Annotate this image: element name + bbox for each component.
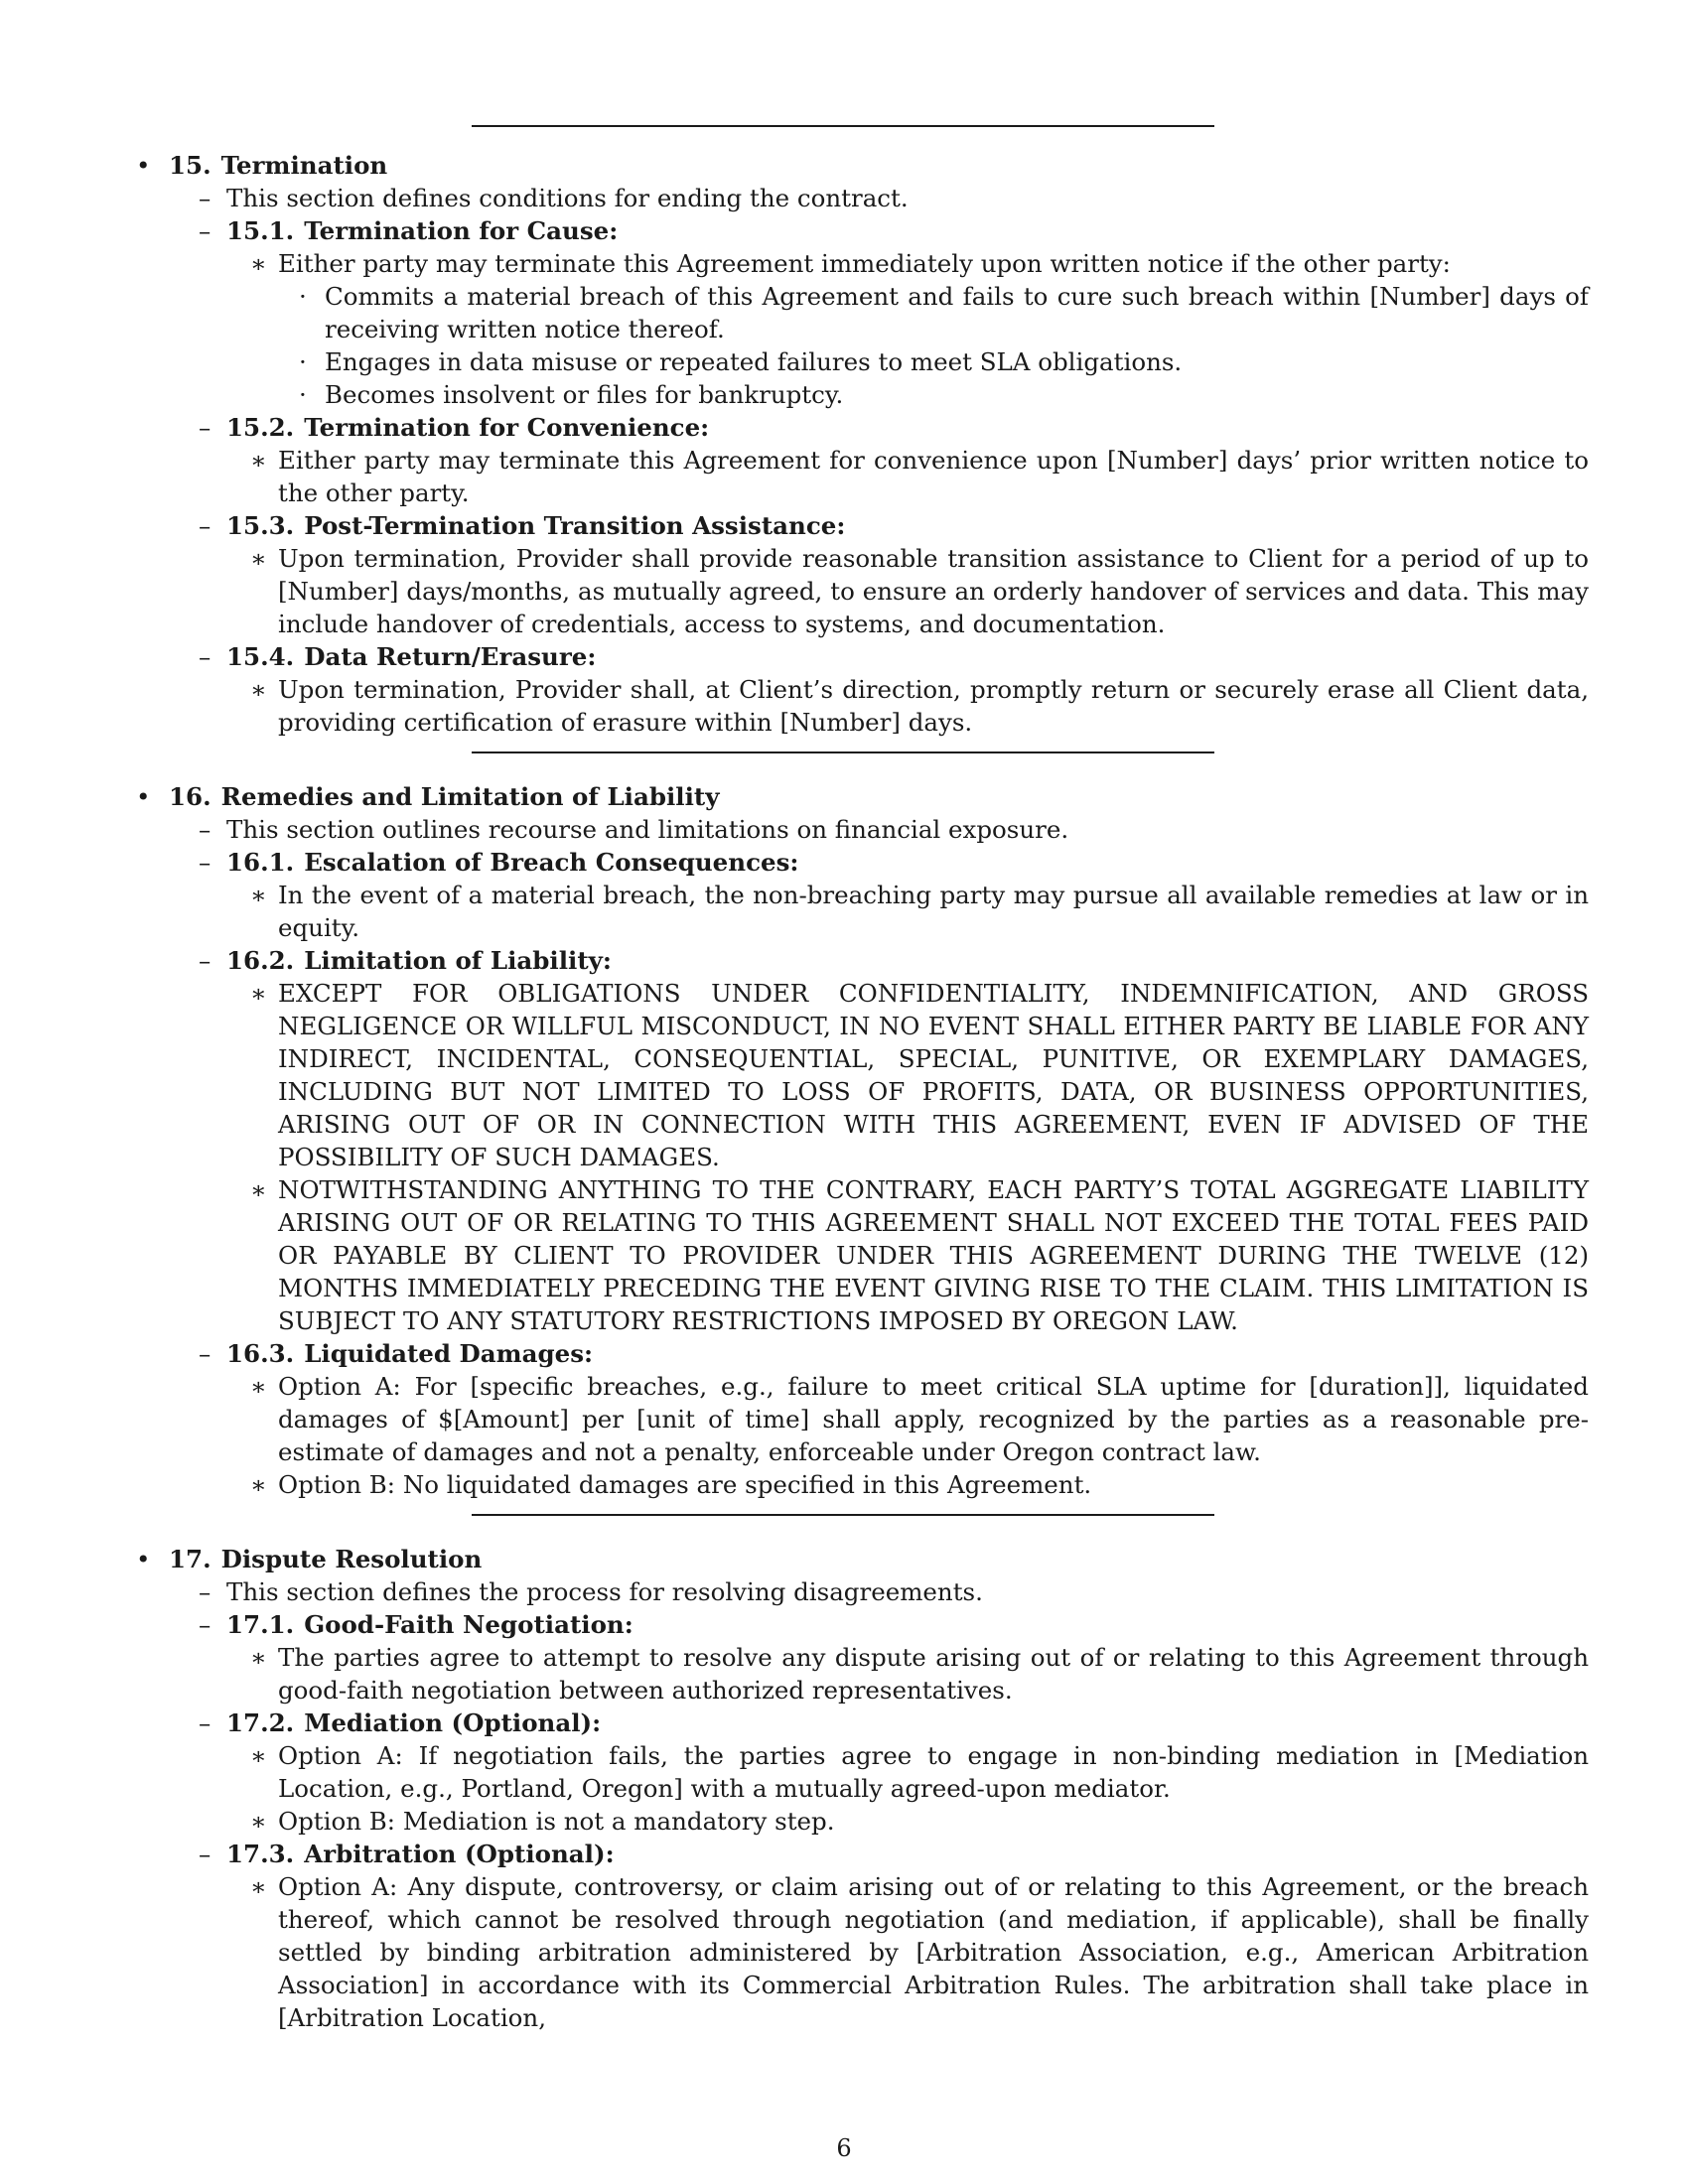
subsection-heading xyxy=(133,1706,1589,1739)
clause-item xyxy=(133,1468,1589,1501)
section-divider xyxy=(472,125,1214,127)
clause-text: EXCEPT FOR OBLIGATIONS UNDER CONFIDENTIALITY, INDEMNIFICATION, AND GROSS NEGLIGENCE OR WILLFUL MISCONDUCT, IN NO EVENT SHALL EITHER PARTY BE LIABLE FOR ANY INDIRECT, INCIDENTAL, CONSEQUENTIAL, SPECIAL, PUNITIVE, OR EXEMPLARY DAMAGES, INCLUDING BUT NOT LIMITED TO LOSS OF PROFITS, DATA, OR BUSINESS OPPORTUNITIES, ARISING OUT OF OR IN CONNECTION WITH THIS AGREEMENT, EVEN IF ADVISED OF THE POSSIBILITY OF SUCH DAMAGES. xyxy=(278,979,1589,1171)
asterisk-icon: ∗ xyxy=(250,881,267,909)
section-intro-text: This section defines the process for resolving disagreements. xyxy=(226,1577,983,1606)
clause-text: The parties agree to attempt to resolve any dispute arising out of or relating to this Agreement through good-faith negotiation between authorized representatives. xyxy=(278,1643,1589,1705)
section-intro xyxy=(133,813,1589,846)
clause-subitem xyxy=(133,280,1589,345)
clause-text: Upon termination, Provider shall provide reasonable transition assistance to Client for a period of up to [Number] days/months, as mutually agreed, to ensure an orderly handover of services and data. This may include handover of credentials, access to systems, and documentation. xyxy=(278,544,1589,638)
section-title: Remedies and Limitation of Liability xyxy=(220,782,720,811)
subsection-number: 17.2. xyxy=(226,1708,295,1737)
subsection-title: Termination for Convenience: xyxy=(304,413,710,442)
section-intro xyxy=(133,1575,1589,1608)
subsection-title: Post-Termination Transition Assistance: xyxy=(304,511,846,540)
subsection-heading xyxy=(133,1838,1589,1870)
section-heading xyxy=(133,149,1589,182)
bullet-icon: • xyxy=(136,782,151,811)
asterisk-icon: ∗ xyxy=(250,1643,267,1672)
dash-icon: – xyxy=(199,946,211,975)
asterisk-icon: ∗ xyxy=(250,446,267,475)
asterisk-icon: ∗ xyxy=(250,1175,267,1204)
subsection-heading xyxy=(133,509,1589,542)
dash-icon: – xyxy=(199,413,211,442)
clause-item xyxy=(133,1641,1589,1706)
subsection-number: 16.3. xyxy=(226,1339,295,1368)
subsection-title: Mediation (Optional): xyxy=(304,1708,602,1737)
asterisk-icon: ∗ xyxy=(250,979,267,1008)
clause-subitem-text: Becomes insolvent or files for bankruptcy. xyxy=(325,380,844,409)
subsection-number: 15.1. xyxy=(226,216,295,245)
asterisk-icon: ∗ xyxy=(250,675,267,704)
section-number: 16. xyxy=(169,782,211,811)
clause-subitem xyxy=(133,345,1589,378)
divider-block xyxy=(133,1501,1589,1543)
subsection-number: 15.4. xyxy=(226,642,295,671)
clause-subitem-text: Engages in data misuse or repeated failures to meet SLA obligations. xyxy=(325,347,1183,376)
dash-icon: – xyxy=(199,1610,211,1639)
subsection-number: 16.2. xyxy=(226,946,295,975)
clause-text: Option A: For [specific breaches, e.g., failure to meet critical SLA uptime for [duration]], liquidated damages of $[Amount] per [unit of time] shall apply, recognized by the parties as a reasonable pre-estimate of damages and not a penalty, enforceable under Oregon contract law. xyxy=(278,1372,1589,1466)
subsection-number: 16.1. xyxy=(226,848,295,877)
subsection-title: Limitation of Liability: xyxy=(304,946,612,975)
dash-icon: – xyxy=(199,1840,211,1868)
section-intro xyxy=(133,182,1589,214)
asterisk-icon: ∗ xyxy=(250,544,267,573)
clause-item xyxy=(133,1173,1589,1337)
clause-item xyxy=(133,879,1589,944)
clause-text: Option B: Mediation is not a mandatory step. xyxy=(278,1807,835,1836)
dash-icon: – xyxy=(199,1339,211,1368)
dash-icon: – xyxy=(199,1708,211,1737)
dash-icon: – xyxy=(199,1577,211,1606)
dot-icon: · xyxy=(299,380,307,409)
dash-icon: – xyxy=(199,511,211,540)
subsection-heading xyxy=(133,944,1589,977)
subsection-number: 15.2. xyxy=(226,413,295,442)
subsection-number: 15.3. xyxy=(226,511,295,540)
section-title: Dispute Resolution xyxy=(220,1545,483,1573)
subsection-number: 17.3. xyxy=(226,1840,295,1868)
clause-subitem-text: Commits a material breach of this Agreement and fails to cure such breach within [Number] days of receiving written notice thereof. xyxy=(325,282,1589,343)
clause-subitem xyxy=(133,378,1589,411)
clause-item xyxy=(133,444,1589,509)
section-intro-text: This section defines conditions for ending the contract. xyxy=(226,184,909,212)
dash-icon: – xyxy=(199,216,211,245)
subsection-title: Good-Faith Negotiation: xyxy=(304,1610,633,1639)
subsection-heading xyxy=(133,1337,1589,1370)
section-15 xyxy=(133,149,1589,739)
clause-item xyxy=(133,977,1589,1173)
section-number: 17. xyxy=(169,1545,211,1573)
clause-item xyxy=(133,1805,1589,1838)
section-divider xyxy=(472,751,1214,753)
asterisk-icon: ∗ xyxy=(250,1372,267,1401)
section-intro-text: This section outlines recourse and limitations on financial exposure. xyxy=(226,815,1069,844)
document-body xyxy=(133,149,1589,2034)
subsection-title: Escalation of Breach Consequences: xyxy=(304,848,799,877)
dash-icon: – xyxy=(199,642,211,671)
clause-text: Option A: Any dispute, controversy, or claim arising out of or relating to this Agreement, or the breach thereof, which cannot be resolved through negotiation (and mediation, if applicable), shall be finally settled by binding arbitration administered by [Arbitration Association, e.g., American Arbitration Association] in accordance with its Commercial Arbitration Rules. The arbitration shall take place in [Arbitration Location, xyxy=(278,1872,1589,2032)
asterisk-icon: ∗ xyxy=(250,1807,267,1836)
bullet-icon: • xyxy=(136,151,151,180)
section-heading xyxy=(133,780,1589,813)
subsection-title: Data Return/Erasure: xyxy=(304,642,597,671)
clause-text: Either party may terminate this Agreement immediately upon written notice if the other party: xyxy=(278,249,1451,278)
subsection-title: Liquidated Damages: xyxy=(304,1339,594,1368)
asterisk-icon: ∗ xyxy=(250,1872,267,1901)
subsection-heading xyxy=(133,214,1589,247)
dash-icon: – xyxy=(199,848,211,877)
subsection-number: 17.1. xyxy=(226,1610,295,1639)
clause-text: Option A: If negotiation fails, the parties agree to engage in non-binding mediation in [Mediation Location, e.g., Portland, Oregon] with a mutually agreed-upon mediator. xyxy=(278,1741,1589,1803)
clause-text: Upon termination, Provider shall, at Client’s direction, promptly return or securely erase all Client data, providing certification of erasure within [Number] days. xyxy=(278,675,1589,737)
page-number: 6 xyxy=(836,2134,852,2162)
subsection-title: Termination for Cause: xyxy=(304,216,619,245)
clause-item xyxy=(133,1370,1589,1468)
clause-item xyxy=(133,1870,1589,2034)
section-title: Termination xyxy=(220,151,388,180)
clause-item xyxy=(133,673,1589,739)
asterisk-icon: ∗ xyxy=(250,249,267,278)
subsection-heading xyxy=(133,411,1589,444)
clause-item xyxy=(133,542,1589,640)
bullet-icon: • xyxy=(136,1545,151,1573)
dot-icon: · xyxy=(299,347,307,376)
divider-block xyxy=(133,739,1589,780)
section-number: 15. xyxy=(169,151,211,180)
clause-text: NOTWITHSTANDING ANYTHING TO THE CONTRARY, EACH PARTY’S TOTAL AGGREGATE LIABILITY ARISING OUT OF OR RELATING TO THIS AGREEMENT SHALL NOT EXCEED THE TOTAL FEES PAID OR PAYABLE BY CLIENT TO PROVIDER UNDER THIS AGREEMENT DURING THE TWELVE (12) MONTHS IMMEDIATELY PRECEDING THE EVENT GIVING RISE TO THE CLAIM. THIS LIMITATION IS SUBJECT TO ANY STATUTORY RESTRICTIONS IMPOSED BY OREGON LAW. xyxy=(278,1175,1589,1335)
asterisk-icon: ∗ xyxy=(250,1470,267,1499)
subsection-title: Arbitration (Optional): xyxy=(304,1840,615,1868)
section-heading xyxy=(133,1543,1589,1575)
subsection-heading xyxy=(133,846,1589,879)
section-16 xyxy=(133,780,1589,1501)
dot-icon: · xyxy=(299,282,307,311)
subsection-heading xyxy=(133,1608,1589,1641)
clause-item xyxy=(133,247,1589,280)
dash-icon: – xyxy=(199,815,211,844)
clause-text: Either party may terminate this Agreement for convenience upon [Number] days’ prior written notice to the other party. xyxy=(278,446,1589,507)
dash-icon: – xyxy=(199,184,211,212)
asterisk-icon: ∗ xyxy=(250,1741,267,1770)
section-17 xyxy=(133,1543,1589,2034)
clause-item xyxy=(133,1739,1589,1805)
clause-text: In the event of a material breach, the non-breaching party may pursue all available remedies at law or in equity. xyxy=(278,881,1589,942)
clause-text: Option B: No liquidated damages are specified in this Agreement. xyxy=(278,1470,1092,1499)
subsection-heading xyxy=(133,640,1589,673)
section-divider xyxy=(472,1514,1214,1516)
